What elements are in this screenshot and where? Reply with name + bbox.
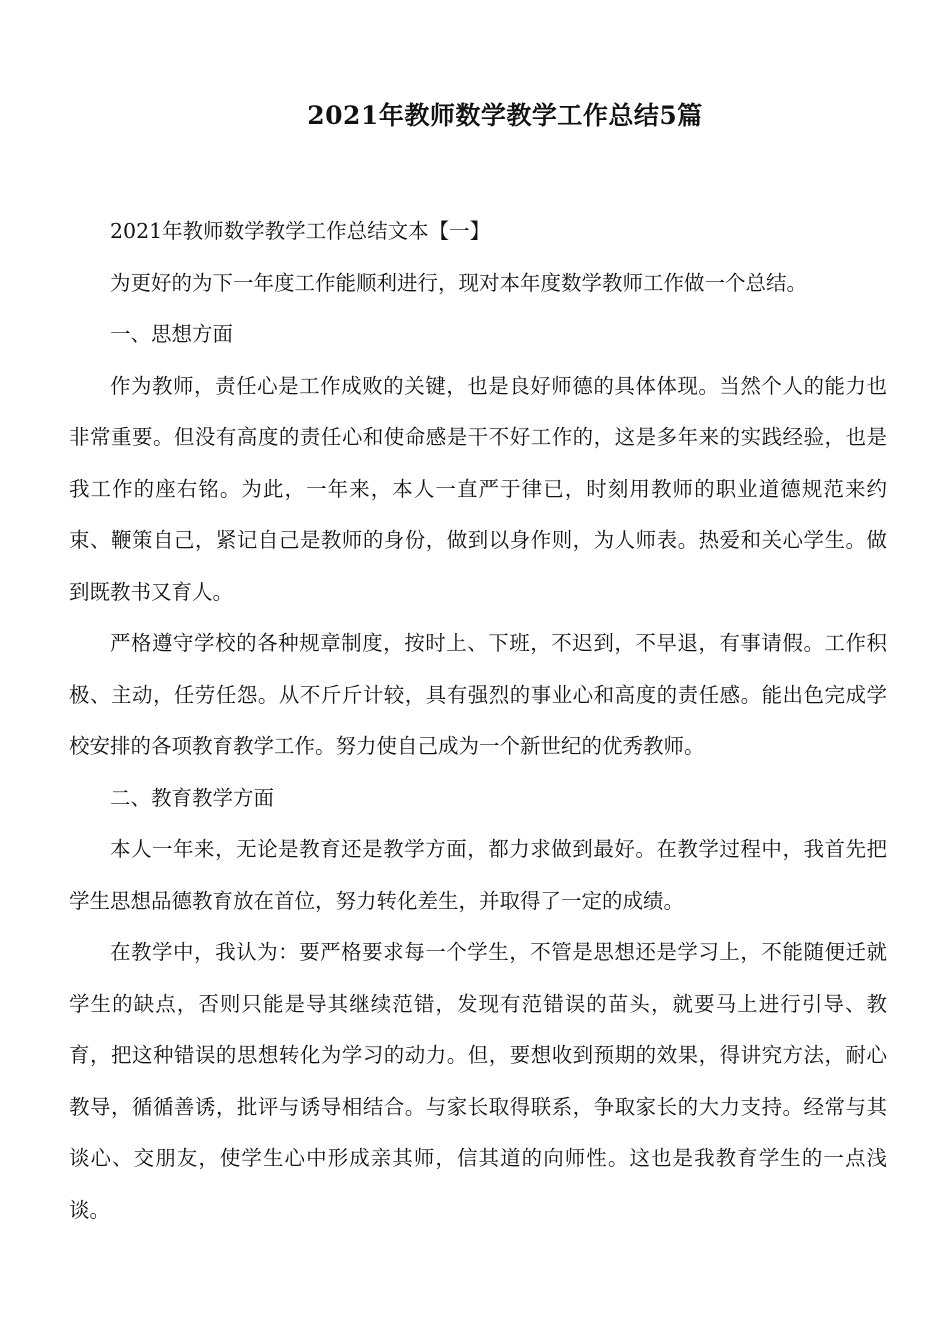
- paragraph: 作为教师，责任心是工作成败的关键，也是良好师德的具体体现。当然个人的能力也非常重要。但没有高度的责任心和使命感是干不好工作的，这是多年来的实践经验，也是我工作的座右铭。为此，一年来，本人一直严于律已，时刻用教师的职业道德规范来约束、鞭策自己，紧记自己是教师的身份，做到以身作则，为人师表。热爱和关心学生。做到既教书又育人。: [69, 373, 887, 604]
- paragraph: 严格遵守学校的各种规章制度，按时上、下班，不迟到，不早退，有事请假。工作积极、主动，任劳任怨。从不斤斤计较，具有强烈的事业心和高度的责任感。能出色完成学校安排的各项教育教学工作。努力使自己成为一个新世纪的优秀教师。: [69, 631, 887, 758]
- paragraph: 在教学中，我认为：要严格要求每一个学生，不管是思想还是学习上，不能随便迁就学生的缺点，否则只能是导其继续范错，发现有范错误的苗头，就要马上进行引导、教育，把这种错误的思想转化为学习的动力。但，要想收到预期的效果，得讲究方法，耐心教导，循循善诱，批评与诱导相结合。与家长取得联系，争取家长的大力支持。经常与其谈心、交朋友，使学生心中形成亲其师，信其道的向师性。这也是我教育学生的一点浅谈。: [69, 940, 887, 1222]
- subsection-heading: 二、教育教学方面: [110, 785, 274, 810]
- paragraph: 本人一年来，无论是教育还是教学方面，都力求做到最好。在教学过程中，我首先把学生思想品德教育放在首位，努力转化差生，并取得了一定的成绩。: [69, 837, 887, 913]
- section-heading: 2021年教师数学教学工作总结文本【一】: [110, 219, 491, 243]
- paragraph: 为更好的为下一年度工作能顺利进行，现对本年度数学教师工作做一个总结。: [110, 270, 807, 295]
- subsection-heading: 一、思想方面: [110, 322, 233, 346]
- document-title: 2021年教师数学教学工作总结5篇: [307, 101, 703, 130]
- document-body: [69, 206, 887, 1236]
